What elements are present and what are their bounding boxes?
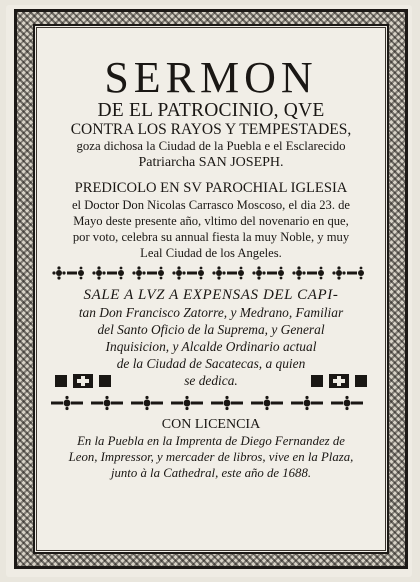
preached-line-1: PREDICOLO EN SV PAROCHIAL IGLESIA xyxy=(74,180,348,196)
title-line-4: goza dichosa la Ciudad de la Puebla e el Esclarecido xyxy=(76,139,346,153)
dedication-line-2: tan Don Francisco Zatorre, y Medrano, Familiar xyxy=(78,305,344,320)
fleuron-ornament-row xyxy=(36,395,386,411)
preached-line-3: Mayo deste presente año, vltimo del novenario en que, xyxy=(73,214,349,228)
fleuron-ornament-icon xyxy=(51,265,371,281)
license-heading: CON LICENCIA xyxy=(161,417,261,432)
preached-line-4: por voto, celebra su annual fiesta la muy Noble, y muy xyxy=(72,230,350,244)
title-line-5: Patriarcha SAN JOSEPH. xyxy=(138,154,284,170)
dedication-line-6: se dedica. xyxy=(184,373,238,388)
cross-ornament-icon xyxy=(307,372,371,389)
fleuron-ornament-icon xyxy=(51,395,371,411)
dedication-line-1: SALE A LVZ A EXPENSAS DEL CAPI- xyxy=(83,287,339,303)
dedication-line-3: del Santo Oficio de la Suprema, y General xyxy=(97,322,325,337)
fleuron-ornament-row xyxy=(36,265,386,281)
main-title: SERMON xyxy=(104,53,318,102)
title-line-3: CONTRA LOS RAYOS Y TEMPESTADES, xyxy=(70,121,352,138)
imprint-line-1: En la Puebla en la Imprenta de Diego Fernandez de xyxy=(77,434,345,448)
dedication-line-5: de la Ciudad de Sacatecas, a quien xyxy=(116,356,306,371)
cross-ornament-row xyxy=(51,372,371,389)
title-page xyxy=(6,5,412,577)
preached-line-5: Leal Ciudad de los Angeles. xyxy=(140,246,282,260)
cross-ornament-icon xyxy=(51,372,115,389)
title-line-2: DE EL PATROCINIO, QVE xyxy=(97,100,325,121)
dedication-line-4: Inquisicion, y Alcalde Ordinario actual xyxy=(105,339,317,354)
imprint-line-2: Leon, Impressor, y mercader de libros, vive en la Plaza, xyxy=(68,450,354,464)
imprint-line-3: junto à la Cathedral, este año de 1688. xyxy=(110,466,312,480)
title-page-content xyxy=(36,29,386,481)
preached-line-2: el Doctor Don Nicolas Carrasco Moscoso, el dia 23. de xyxy=(71,198,351,212)
